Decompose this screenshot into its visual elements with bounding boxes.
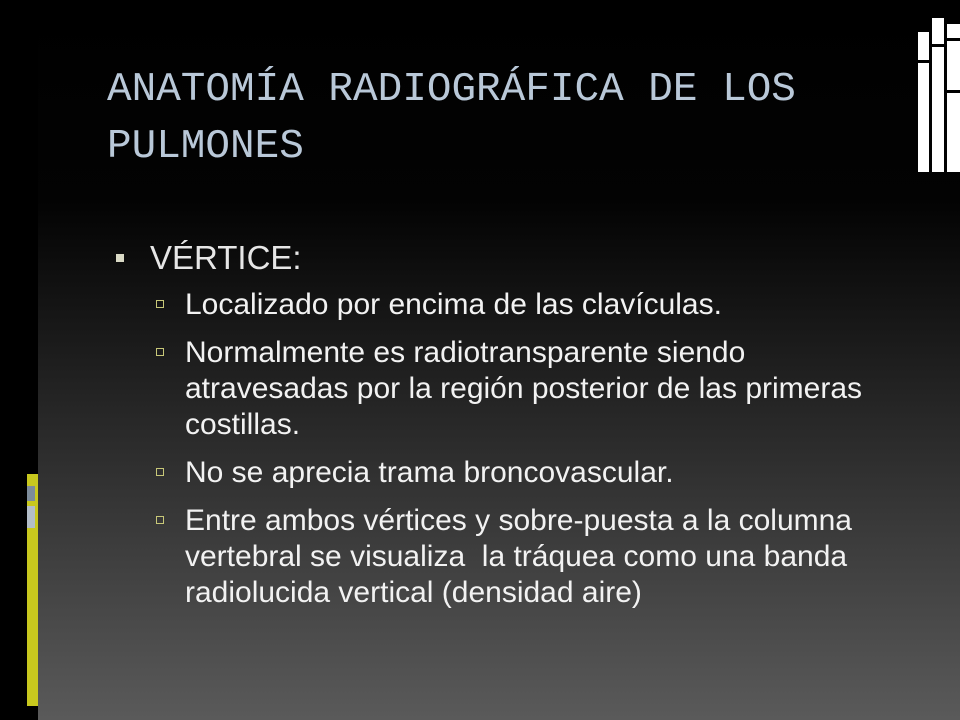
hollow-square-bullet-icon [156, 468, 164, 476]
left-accent-block-dark [27, 486, 35, 501]
hollow-square-bullet-icon [156, 300, 164, 308]
sub-bullet-text: No se aprecia trama broncovascular. [185, 456, 674, 489]
slide-title: ANATOMÍA RADIOGRÁFICA DE LOS PULMONES [107, 67, 796, 170]
hollow-square-bullet-icon [156, 516, 164, 524]
corner-decoration [918, 18, 960, 172]
hollow-square-bullet-icon [156, 348, 164, 356]
square-bullet-icon [116, 254, 124, 262]
sub-bullet-item [185, 335, 885, 443]
left-accent-block-light [27, 506, 35, 528]
sub-bullet-text: Entre ambos vértices y sobre-puesta a la columna vertebral se visualiza la tráquea como una banda radiolucida vertical (densidad aire) [185, 504, 861, 609]
sub-bullet-list [185, 287, 885, 623]
sub-bullet-item [185, 455, 885, 491]
sub-bullet-text: Localizado por encima de las clavículas. [185, 288, 722, 321]
sub-bullet-text: Normalmente es radiotransparente siendo atravesadas por la región posterior de las primeras costillas. [185, 336, 871, 441]
sub-bullet-item [185, 287, 885, 323]
bullet-heading: VÉRTICE: [150, 239, 302, 276]
sub-bullet-item [185, 503, 885, 611]
